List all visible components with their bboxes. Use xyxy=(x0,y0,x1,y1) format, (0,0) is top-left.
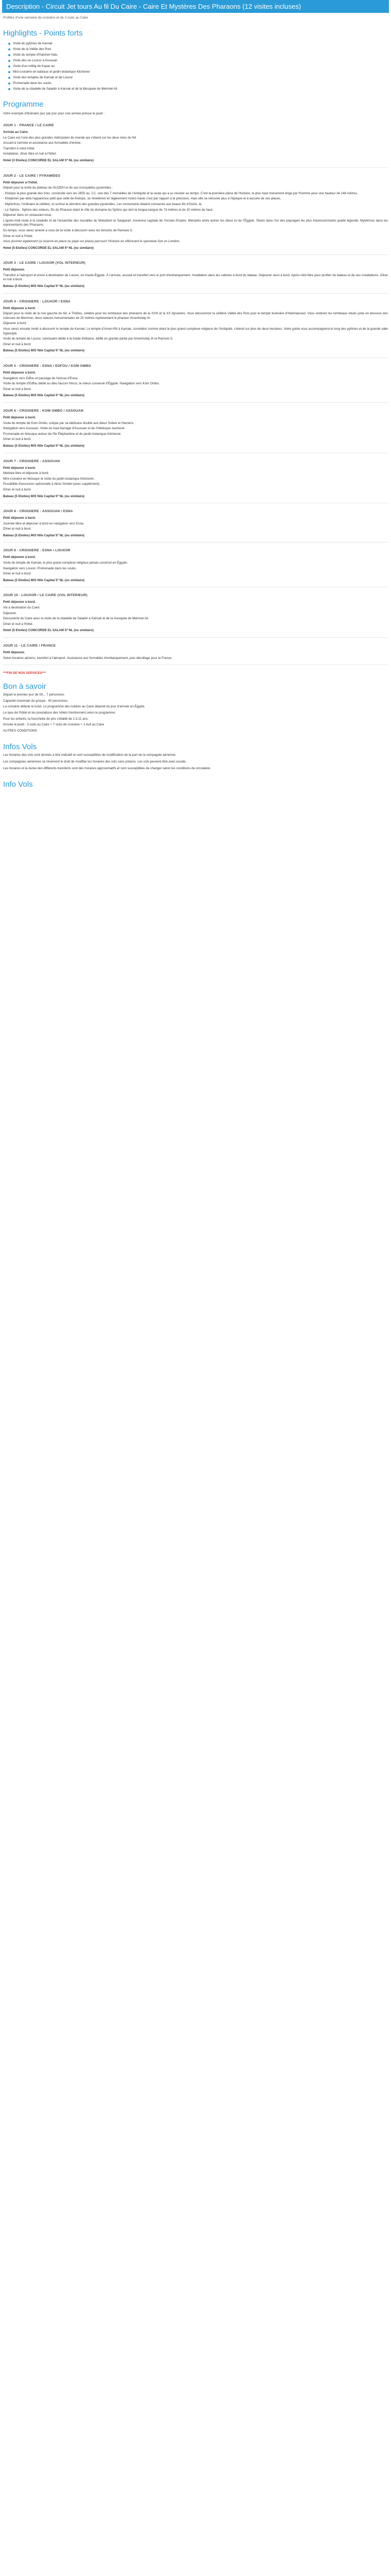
highlight-item xyxy=(8,80,389,86)
day-text: Selon horaires aériens, transfert à l'aéroport. Assistance aux formalités d'embarquement, puis décollage pour la France. xyxy=(3,656,173,660)
bullet-icon xyxy=(8,71,10,73)
highlight-label: Visite de la citadelle de Saladin à Karnak et de la Mosquée de Mehmet Ali xyxy=(13,87,118,91)
day-section xyxy=(3,510,388,543)
bon-savoir-title: Bon à savoir xyxy=(3,682,46,691)
day-hotel: Hotel (5 Etoiles) CONCORDE EL SALAM 5* NL (ou similaire) xyxy=(3,246,94,250)
bullet-icon xyxy=(8,60,10,62)
day-text: Visite du temple de Kom Ombo, unique par sa dédicace double aux dieux Sobek et Haroeris. xyxy=(3,421,135,425)
day-text: Dîner et nuit à bord. xyxy=(3,437,31,442)
bon-savoir-item: Départ le premier jour de 5h... 7 personnes. xyxy=(3,693,65,697)
day-text: Dîner et nuit à l'hôtel. xyxy=(3,234,34,238)
day-text: Petit déjeuner à bord. xyxy=(3,415,36,419)
highlight-item xyxy=(8,75,389,80)
day-section xyxy=(3,300,388,358)
bon-savoir-item: AUTRES CONDITIONS xyxy=(3,728,37,733)
highlight-label: Visite des temples de Karnak et de Louxor xyxy=(13,76,73,79)
bullet-icon xyxy=(8,77,10,79)
bon-savoir-item: La croisière débute le lundi. Le programme des nuitées au Caire dépend du jour d'arrivée en Égypte. xyxy=(3,705,145,709)
day-text: Navigation vers Louxor. Promenade dans les souks. xyxy=(3,566,77,570)
bullet-icon xyxy=(8,54,10,56)
highlight-label: Promenade dans les souks xyxy=(13,81,52,85)
day-text: Visite du temple de Louxor, sanctuaire dédié à la triade thébaine, édifié en grande partie par Amenhotep III et Ramsès II. xyxy=(3,337,173,341)
day-text: Dîner et nuit à bord. xyxy=(3,572,31,576)
day-text: Déjeuner dans un restaurant local. xyxy=(3,213,52,217)
day-text: Possibilité d'excursion optionnelle à Abou Simbel (avec supplément). xyxy=(3,482,101,486)
day-text: - Mykérinos, l'ordinaire la célèbre, et surtout la dernière des grandes pyramides. Les monuments étaient consacrés aux beaux fils d'Osiris, la xyxy=(3,202,202,206)
bon-savoir-item: Pour les enfants, la fourchette de prix s'établit de 2 à 11 ans. xyxy=(3,717,89,721)
highlight-label: Mini-croisière en bateaux et jardin botanique Kitchener xyxy=(13,70,90,74)
day-text: Navigation vers Assouan. Visite du haut barrage d'Assouan et de l'obélisque inachevé. xyxy=(3,427,125,431)
day-section xyxy=(3,364,388,403)
divider xyxy=(3,293,388,294)
bullet-icon xyxy=(8,82,10,84)
day-section xyxy=(3,594,388,638)
info-vols-item: Les horaires et la durée des différents transferts sont des horaires approximatifs et sont susceptibles de changer selon les conditions de circulation. xyxy=(3,766,211,770)
day-text: Dîner et nuit à l'hôtel. xyxy=(3,622,34,626)
day-heading: JOUR 3 - LE CAIRE / LOUXOR (VOL INTERIEUR) xyxy=(3,261,86,265)
day-text: Déjeuner à bord. xyxy=(3,321,27,326)
days-container xyxy=(2,124,389,665)
divider xyxy=(3,542,388,543)
day-text: Petit déjeuner à bord. xyxy=(3,555,36,560)
day-text: Visite du temple de Karnak, le plus grand complexe religieux jamais construit en Égypte. xyxy=(3,561,128,565)
day-text: Petit déjeuner à l'hôtel. xyxy=(3,180,38,184)
day-heading: JOUR 5 - CROISIERE : ESNA / EDFOU / KOM OMBO xyxy=(3,364,91,368)
highlight-label: Visite du temple d'Hatchet Hatu xyxy=(13,53,58,57)
highlight-label: Visite de la Vallée des Rois xyxy=(13,47,52,51)
day-text: Vous serez ensuite invité à découvrir le temple de Karnak. Le temple d'Amon-Rê à Karnak, considéré comme étant le plus grand complexe religieux de l'Antiquité, s'étend sur plus de deux hectares. Votre guide vous accompagnera le long des pylônes et de la grande salle hypostyle. xyxy=(3,327,388,335)
info-vols-item: Les compagnies aériennes se réservent le droit de modifier les horaires des vols sans préavis. Les vols peuvent être avec escale. xyxy=(3,759,187,764)
day-section xyxy=(3,549,388,587)
day-hotel: Bateau (5 Etoiles) M/S Nile Capital 5* NL (ou similaire) xyxy=(3,284,85,289)
day-text: Petit déjeuner. xyxy=(3,651,25,654)
divider xyxy=(3,637,388,638)
highlight-item xyxy=(8,52,389,58)
highlight-label: Visite d'un intiilaj de Kapar au xyxy=(13,64,55,68)
day-text: Journée libre et déjeuner à bord en navigation vers Esna. xyxy=(3,521,85,526)
day-section xyxy=(3,409,388,453)
day-section xyxy=(3,460,388,504)
programme-title: Programme xyxy=(3,100,44,109)
day-heading: JOUR 7 - CROISIERE : ASSOUAN xyxy=(3,459,60,463)
day-text: Dîner et nuit à bord. xyxy=(3,342,31,346)
spacer xyxy=(2,791,389,811)
day-text: L'après-midi visite à la citadelle et de l'ensemble des murailles du Mokattam et Saqqarah. Ancienne capitale de l'Ancien Empire, Memphis entre autres les dieux ici de l'Égypte. Situés dans l'un des paysages les plus impressionnants quelle légende, Mykérinos dans les représentants des Pharaons. xyxy=(3,218,388,227)
day-text: Vol à destination du Caire. xyxy=(3,606,41,610)
highlight-item xyxy=(8,69,389,75)
bon-savoir-item: Capacité maximale du groupe : 40 personnes. xyxy=(3,699,69,703)
day-text: - Khéops la plus grande des trois, construite vers les 2650 av. J.C. une des 7 merveilles de l'Antiquité et la seule qui a su résister au temps. C'est la première pièce de l'histoire, le plus haut monument érigé par l'homme pour une hauteur de 146 mètres. xyxy=(3,191,358,195)
day-text: Accueil à l'arrivée et assistance aux formalités d'entrée. xyxy=(3,141,82,145)
bon-savoir-list xyxy=(2,693,389,733)
info-vols-item: Les horaires des vols sont donnés à titre indicatif et sont susceptibles de modification de la part de la compagnie aérienne. xyxy=(3,753,176,757)
day-hotel: Bateau (5 Etoiles) M/S Nile Capital 5* NL (ou similaire) xyxy=(3,349,85,353)
day-text: Le Caire est l'une des plus grandes métropoles du monde qui s'étend sur les deux rives du Nil. xyxy=(3,135,137,140)
day-text: Matinée libre et déjeuner à bord. xyxy=(3,471,50,476)
day-hotel: Bateau (5 Etoiles) M/S Nile Capital 5* NL (ou similaire) xyxy=(3,578,85,582)
day-text: Mini-croisière en felouque et visite du jardin botanique Kitchener. xyxy=(3,477,95,481)
bullet-icon xyxy=(8,48,10,50)
highlight-item xyxy=(8,41,389,46)
day-hotel: Bateau (5 Etoiles) M/S Nile Capital 5* NL (ou similaire) xyxy=(3,394,85,398)
day-hotel: Bateau (5 Etoiles) M/S Nile Capital 5* NL (ou similaire) xyxy=(3,444,85,448)
day-text: Dîner et nuit à bord. xyxy=(3,387,31,391)
day-heading: JOUR 10 - LOUXOR / LE CAIRE (VOL INTERIEUR) xyxy=(3,594,88,598)
highlights-title: Highlights - Points forts xyxy=(3,29,83,38)
day-heading: JOUR 11 - LE CAIRE / FRANCE xyxy=(3,644,56,648)
day-text: Navigation vers Edfou et passage de l'écluse d'Esna. xyxy=(3,376,78,380)
day-text: Du temps, vous serez amené à vous de la visite à découvrir avec les témoins de Ramsès II. xyxy=(3,228,133,232)
day-text: Petit déjeuner à bord. xyxy=(3,516,36,520)
page-title: Description - Circuit Jet tours Au fil Du Caire - Caire Et Mystères Des Pharaons (12 visites incluses) xyxy=(2,0,389,13)
day-text: Petit déjeuner à bord. xyxy=(3,371,36,375)
bullet-icon xyxy=(8,65,10,67)
highlight-item xyxy=(8,63,389,69)
info-vols-list xyxy=(2,753,389,771)
programme-intro: Votre exemple d'itinéraire jour par jour pour une arrivée prévue le jeudi : xyxy=(3,112,105,115)
day-text: Transfert à l'aéroport et envol à destination de Louxor, en Haute-Égypte. À l'arrivée, accueil et transfert vers le port d'embarquement. Installation dans les cabines à bord du bateau. Déjeuner servi à bord. Après-midi libre pour profiter du bateau et de ses installations. Dîner et nuit à bord. xyxy=(3,273,388,282)
day-text: Petit déjeuner à bord. xyxy=(3,306,36,310)
bon-savoir-item: Arrivée le jeudi : 3 nuits au Caire + 7 nuits de croisière + 1 nuit au Caire xyxy=(3,723,104,727)
day-hotel: Hotel (5 Etoiles) CONCORDE EL SALAM 5* NL (ou similaire) xyxy=(3,629,94,633)
day-heading: JOUR 1 - FRANCE / LE CAIRE xyxy=(3,124,54,127)
info-vols-title: Infos Vols xyxy=(3,742,37,752)
divider xyxy=(3,402,388,403)
day-text: Petit déjeuner à bord. xyxy=(3,466,36,470)
highlights-list xyxy=(8,41,389,92)
day-text: Installation, dîner libre et nuit à l'hôtel. xyxy=(3,152,57,156)
day-note: Vous pourrez également (si réservé en place ou payé sur place) parcourir l'histoire en effectuant le spectacle Son et Lumière. xyxy=(3,240,181,244)
day-text: Arrivée au Caire. xyxy=(3,130,29,134)
divider xyxy=(3,167,388,168)
day-text: Petit déjeuner. xyxy=(3,268,25,272)
day-heading: JOUR 2 - LE CAIRE / PYRAMIDES xyxy=(3,174,60,178)
day-section xyxy=(3,174,388,256)
highlight-item xyxy=(8,58,389,63)
day-text: Dîner et nuit à bord. xyxy=(3,527,31,531)
highlight-item xyxy=(8,46,389,52)
day-hotel: Hotel (3 Etoiles) CONCORDE EL SALAM 5* NL (ou similaire) xyxy=(3,158,94,162)
highlight-item xyxy=(8,86,389,92)
day-text: Déjeuner. xyxy=(3,611,17,615)
page xyxy=(0,0,391,811)
highlight-label: Visite du pylônes de Karnak xyxy=(13,42,53,45)
day-section xyxy=(3,261,388,293)
day-text: Petit déjeuner à bord. xyxy=(3,600,36,604)
day-text: Promenade en felouque autour de l'île Éléphantine et du jardin botanique Kitchener. xyxy=(3,432,122,436)
day-hotel: Bateau (5 Etoiles) M/S Nile Capital 5* NL (ou similaire) xyxy=(3,533,85,537)
day-heading: JOUR 9 - CROISIERE : ESNA / LOUXOR xyxy=(3,549,71,553)
day-text: - Le Sphinx : Sphinx des voleurs, fils du Pharaon étant le rôle du domaine du Sphinx qui dort la longue-langue de 73 mètres et de 20 mètres de haut. xyxy=(3,208,214,212)
day-section xyxy=(3,644,388,665)
bullet-icon xyxy=(8,43,10,45)
day-heading: JOUR 6 - CROISIERE : KOM OMBO / ASSOUAN xyxy=(3,409,84,413)
info-vols-title-2: Info Vols xyxy=(3,780,33,789)
day-heading: JOUR 4 - CROISIERE : LOUXOR / ESNA xyxy=(3,299,71,303)
day-hotel: Bateau (5 Etoiles) M/S Nile Capital 5* NL (ou similaire) xyxy=(3,494,85,498)
day-text: Départ pour la visite de la rive gauche du Nil, à Thèbes, célèbre pour les tombeaux des pharaons de la XVIII et la XX dynasties. Vous découvrirez la célèbre Vallée des Rois puis le temple funéraire d'Hatchepsout. Vous visiterez les tombeaux situés juste en dessous des colosses de Memnon, deux statues monumentales de 20 mètres représentant le pharaon Amenhotep III. xyxy=(3,312,388,320)
bon-savoir-item: Le taux de l'hôtel et les prestations des hôtels fonctionnent selon le programme. xyxy=(3,710,116,715)
page-subtitle: Profitez d'une semaine de croisière et de 3 nuits au Caire xyxy=(3,16,88,20)
highlight-label: Visite des ce Loucor à Assouan xyxy=(13,59,58,62)
day-section xyxy=(3,124,388,168)
end-of-services: ***FIN DE NOS SERVICES*** xyxy=(3,671,46,675)
day-text: Départ pour la visite du plateau de GUIZEH et de ses incroyables pyramides : xyxy=(3,186,113,190)
day-text: Visite du temple d'Edfou dédié au dieu faucon Horus, le mieux conservé d'Égypte. Navigation vers Kom Ombo. xyxy=(3,382,160,386)
day-text: Dîner et nuit à bord. xyxy=(3,487,31,492)
day-text: Transfert à votre hôtel. xyxy=(3,146,36,150)
bullet-icon xyxy=(8,88,10,90)
day-text: Découverte du Caire avec la visite de la citadelle de Saladin à Karnak et de la mosquée de Mehmet Ali. xyxy=(3,617,149,621)
day-text: - Khéphren par-delà l'apparence petit que celle de Khéops, se révélèrent en légèrement moins haute c'est par rapport à la précision, mais elle se retrouve plus à l'époque et à aucune de ses places. xyxy=(3,197,282,201)
day-heading: JOUR 8 - CROISIERE : ASSOUAN / ESNA xyxy=(3,510,73,514)
